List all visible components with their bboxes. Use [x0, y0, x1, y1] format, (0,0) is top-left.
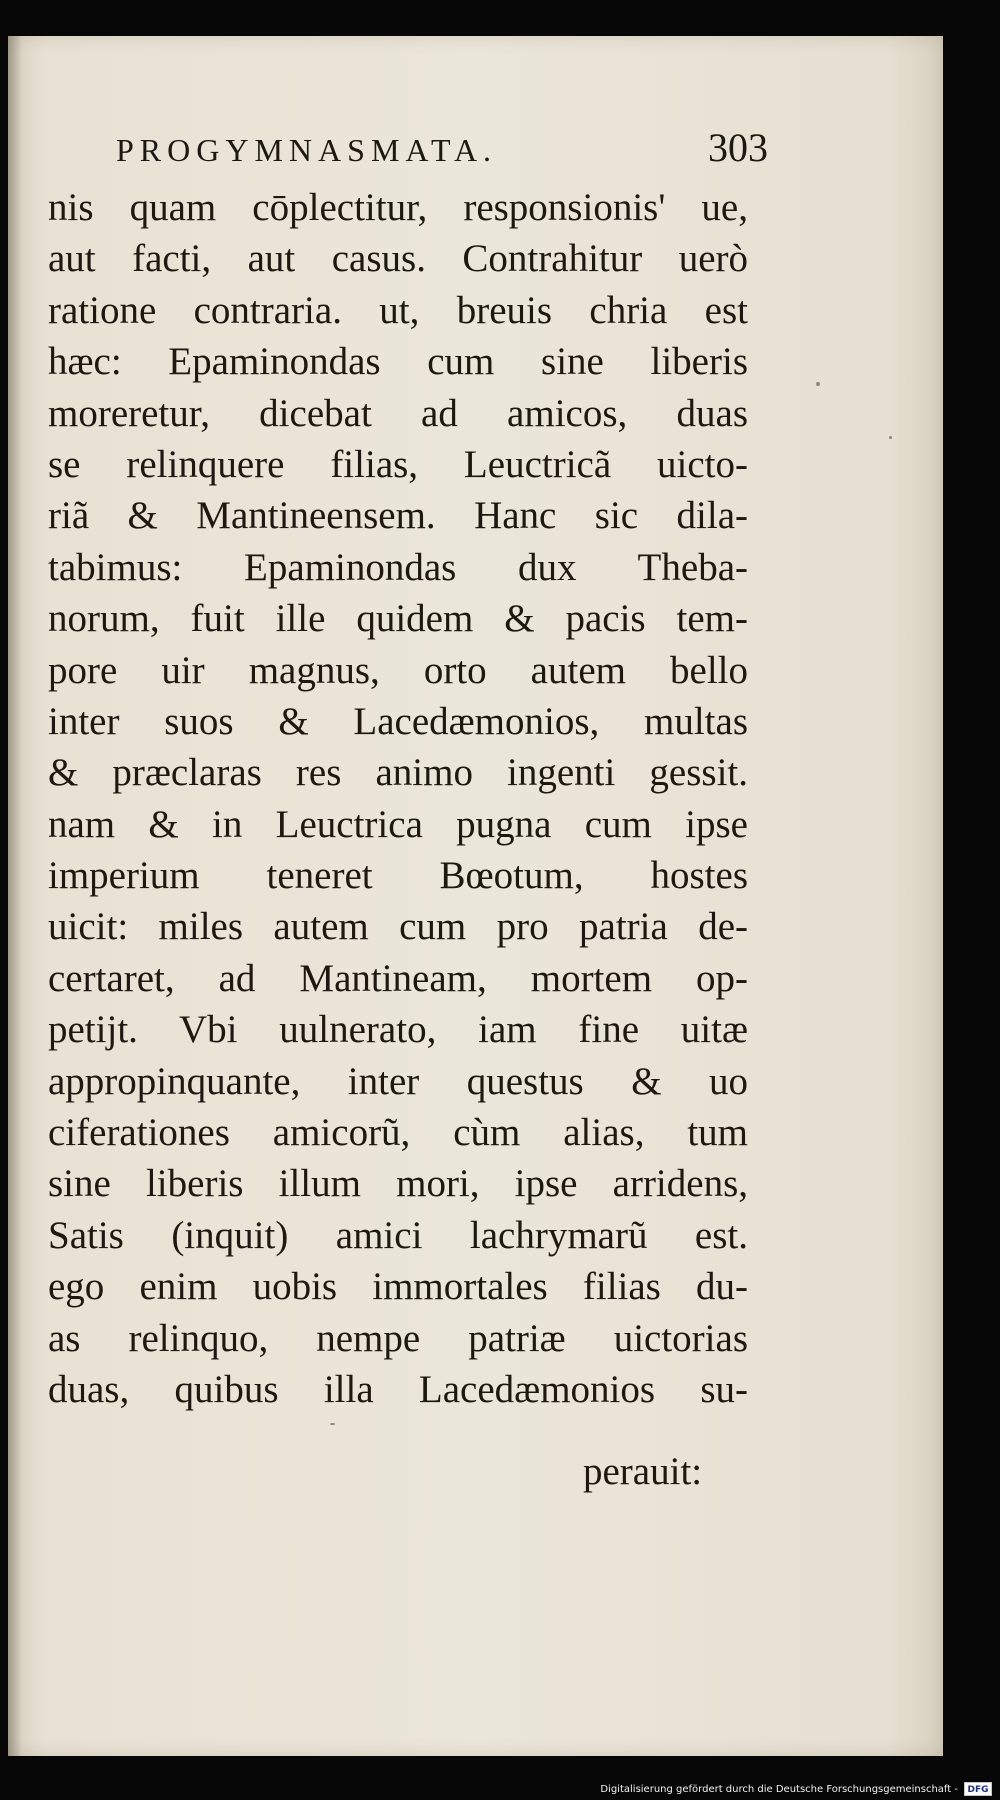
text-line-22: ego enim uobis immortales filias du-	[48, 1265, 748, 1309]
text-line-17: petijt. Vbi uulnerato, iam fine uitæ	[48, 1008, 748, 1052]
paper-speck	[816, 382, 820, 386]
text-line-4: hæc: Epaminondas cum sine liberis	[48, 340, 748, 384]
book-page	[8, 36, 943, 1756]
running-head	[108, 122, 768, 178]
text-line-20: sine liberis illum mori, ipse arridens,	[48, 1162, 748, 1206]
text-line-6: se relinquere filias, Leuctricã uicto-	[48, 442, 748, 486]
text-line-12: & præclaras res animo ingenti gessit.	[48, 751, 748, 795]
text-line-3: ratione contraria. ut, breuis chria est	[48, 288, 748, 332]
text-line-14: imperium teneret Bœotum, hostes	[48, 854, 748, 898]
text-line-24: duas, quibus illa Lacedæmonios su-	[48, 1367, 748, 1411]
dfg-logo-icon: DFG	[964, 1782, 992, 1796]
latin-text-block	[48, 182, 748, 1415]
text-line-21: Satis (inquit) amici lachrymarũ est.	[48, 1213, 748, 1257]
text-line-8: tabimus: Epaminondas dux Theba-	[48, 545, 748, 589]
digitization-credit: Digitalisierung gefördert durch die Deutsche Forschungsgemeinschaft -	[600, 1784, 958, 1795]
text-line-7: riã & Mantineensem. Hanc sic dila-	[48, 494, 748, 538]
text-line-10: pore uir magnus, orto autem bello	[48, 648, 748, 692]
text-line-23: as relinquo, nempe patriæ uictorias	[48, 1316, 748, 1360]
text-line-2: aut facti, aut casus. Contrahitur uerò	[48, 237, 748, 281]
page-number: 303	[708, 125, 768, 170]
text-line-9: norum, fuit ille quidem & pacis tem-	[48, 597, 748, 641]
paper-speck	[330, 1423, 335, 1425]
catchword: perauit:	[583, 1450, 703, 1493]
text-line-1: nis quam cōplectitur, responsionis' ue,	[48, 186, 748, 229]
text-line-19: ciferationes amicorũ, cùm alias, tum	[48, 1111, 748, 1155]
running-title: PROGYMNASMATA.	[116, 132, 498, 168]
text-line-15: uicit: miles autem cum pro patria de-	[48, 905, 748, 949]
text-line-5: moreretur, dicebat ad amicos, duas	[48, 391, 748, 435]
text-line-16: certaret, ad Mantineam, mortem op-	[48, 956, 748, 1000]
paper-speck	[889, 436, 892, 439]
text-line-11: inter suos & Lacedæmonios, multas	[48, 699, 748, 743]
text-line-18: appropinquante, inter questus & uo	[48, 1059, 748, 1103]
text-line-13: nam & in Leuctrica pugna cum ipse	[48, 802, 748, 846]
